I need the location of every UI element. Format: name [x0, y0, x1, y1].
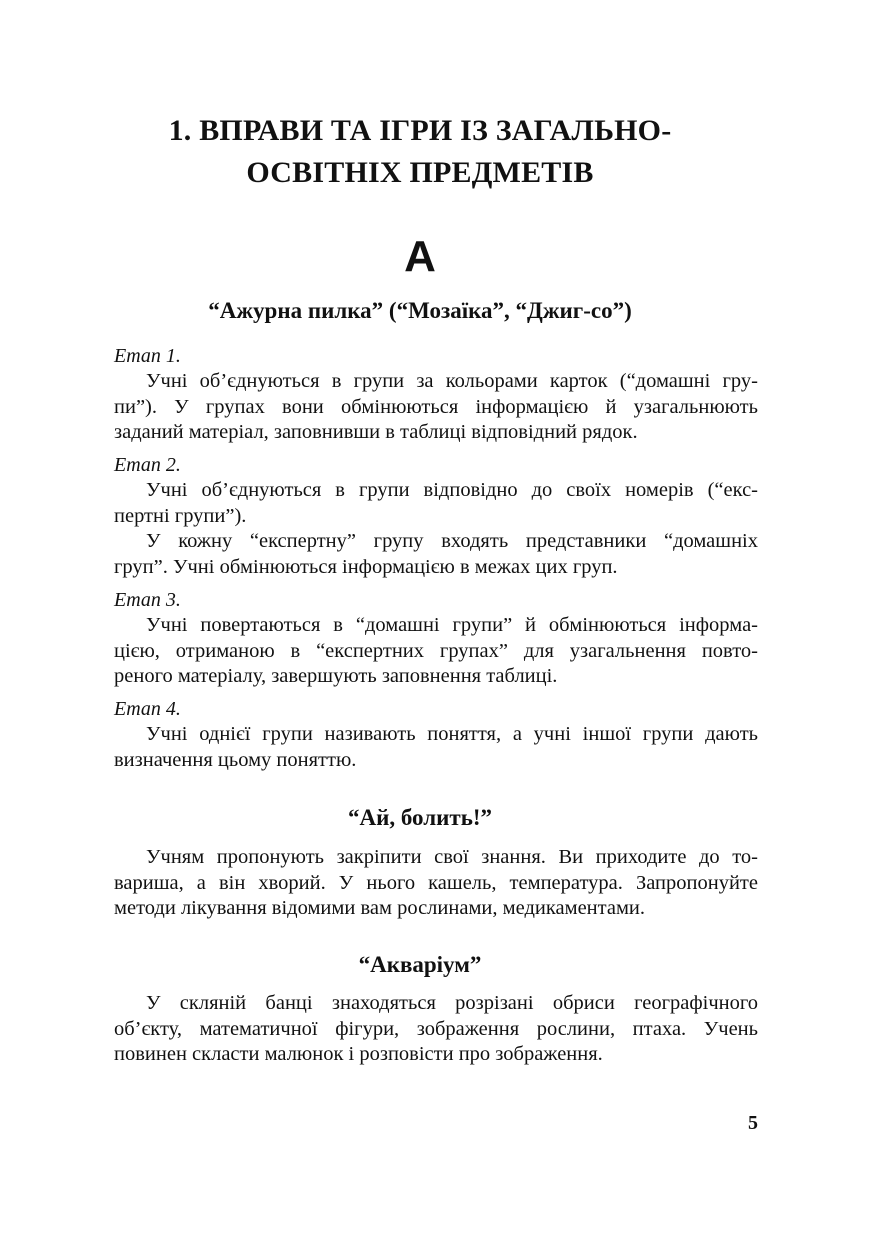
paragraph — [82, 529, 758, 580]
text-line: Учні об’єднуються в групи за кольорами карток (“домашні гру- — [146, 370, 758, 392]
stage-label: Етап 4. — [114, 698, 181, 720]
stage-label: Етап 1. — [114, 345, 181, 367]
section-heading-ai-bolyt: “Ай, болить!” — [347, 805, 493, 830]
paragraph — [82, 478, 758, 529]
paragraph — [82, 369, 758, 446]
paragraph — [82, 845, 758, 922]
section-body-stage-4 — [82, 697, 758, 773]
text-line: повинен скласти малюнок і розповісти про зображення. — [114, 1043, 603, 1065]
text-line: заданий матеріал, заповнивши в таблиці відповідний рядок. — [114, 421, 638, 443]
paragraph — [82, 991, 758, 1068]
text-line: вариша, а він хворий. У нього кашель, температура. Запропонуйте — [114, 871, 758, 894]
text-line: Учні повертаються в “домашні групи” й обмінюються інформа- — [146, 614, 758, 636]
section-body-stage-3 — [82, 588, 758, 690]
section-body-ai-bolyt — [82, 845, 758, 922]
page-number: 5 — [748, 1112, 758, 1134]
text-line: У скляній банці знаходяться розрізані обриси географічного — [146, 992, 758, 1014]
text-line: реного матеріалу, завершують заповнення таблиці. — [114, 665, 558, 687]
chapter-title — [82, 110, 758, 194]
section-body-stage-2 — [82, 453, 758, 580]
paragraph — [82, 722, 758, 773]
section-heading-akvarium: “Акваріум” — [358, 952, 482, 977]
stage-label: Етап 3. — [114, 589, 181, 611]
stage-label: Етап 2. — [114, 454, 181, 476]
text-line: об’єкту, математичної фігури, зображення рослини, птаха. Учень — [114, 1017, 758, 1040]
text-line: Учням пропонують закріпити свої знання. Ви приходите до то- — [146, 846, 758, 868]
section-heading-azhurna-pylka: “Ажурна пилка” (“Мозаїка”, “Джиг-со”) — [208, 298, 632, 323]
section-body-akvarium — [82, 991, 758, 1068]
text-line: Учні об’єднуються в групи відповідно до своїх номерів (“екс- — [146, 479, 758, 501]
chapter-title-line-2: ОСВІТНІХ ПРЕДМЕТІВ — [246, 156, 594, 189]
text-line: пертні групи”). — [114, 504, 247, 527]
text-line: пи”). У групах вони обмінюються інформацією й узагальнюють — [114, 395, 758, 418]
chapter-title-line-1: 1. ВПРАВИ ТА ІГРИ ІЗ ЗАГАЛЬНО- — [168, 114, 672, 147]
text-line: методи лікування відомими вам рослинами, медикаментами. — [114, 897, 646, 919]
text-line: груп”. Учні обмінюються інформацією в межах цих груп. — [114, 555, 618, 578]
text-line: У кожну “експертну” групу входять представники “домашніх — [146, 530, 758, 552]
paragraph — [82, 613, 758, 690]
section-letter: А — [404, 232, 436, 281]
text-line: Учні однієї групи називають поняття, а учні іншої групи дають — [146, 723, 758, 745]
text-line: цією, отриманою в “експертних групах” для узагальнення повто- — [114, 639, 758, 662]
text-line: визначення цьому поняттю. — [114, 748, 357, 771]
section-body-azhurna-pylka — [82, 344, 758, 446]
